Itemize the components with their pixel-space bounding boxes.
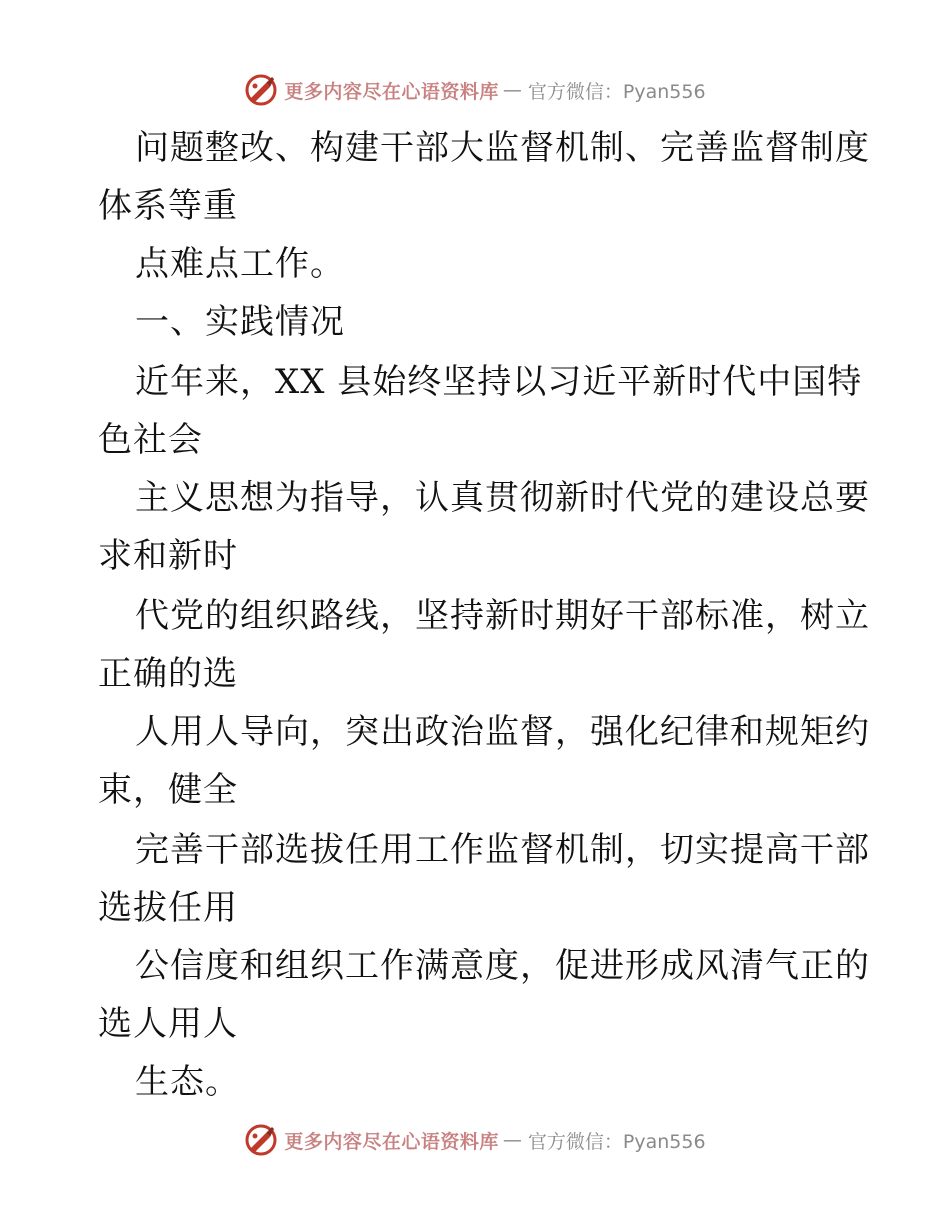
footer-watermark (0, 1120, 950, 1160)
body-line-1: 问题整改、构建干部大监督机制、完善监督制度 (135, 128, 870, 168)
watermark-account-text: 官方微信：Pyan556 (527, 80, 706, 103)
header-watermark (0, 70, 950, 110)
body-line-6: 色社会 (98, 420, 203, 460)
body-line-11: 人用人导向，突出政治监督，强化纪律和规矩约 (135, 712, 870, 752)
body-line-2: 体系等重 (98, 186, 238, 226)
body-line-17: 生态。 (135, 1062, 240, 1102)
body-line-13: 完善干部选拔任用工作监督机制，切实提高干部 (135, 830, 870, 870)
body-line-12: 束，健全 (98, 770, 238, 810)
section-heading: 一、实践情况 (135, 302, 345, 342)
brand-logo-icon (244, 1123, 278, 1157)
watermark-account-text: 官方微信：Pyan556 (527, 1130, 706, 1153)
body-line-9: 代党的组织路线，坚持新时期好干部标准，树立 (135, 596, 870, 636)
body-line-16: 选人用人 (98, 1004, 238, 1044)
body-line-8: 求和新时 (98, 536, 238, 576)
watermark-dash: — (502, 79, 522, 101)
watermark-brand-text: 更多内容尽在心语资料库 (284, 1130, 499, 1153)
body-line-5: 近年来，XX 县始终坚持以习近平新时代中国特 (135, 362, 863, 402)
body-line-15: 公信度和组织工作满意度，促进形成风清气正的 (135, 946, 870, 986)
body-line-10: 正确的选 (98, 654, 238, 694)
body-line-7: 主义思想为指导，认真贯彻新时代党的建设总要 (135, 478, 870, 518)
watermark-brand-text: 更多内容尽在心语资料库 (284, 80, 499, 103)
brand-logo-icon (244, 73, 278, 107)
body-line-14: 选拔任用 (98, 888, 238, 928)
watermark-dash: — (502, 1129, 522, 1151)
body-line-3: 点难点工作。 (135, 244, 345, 284)
